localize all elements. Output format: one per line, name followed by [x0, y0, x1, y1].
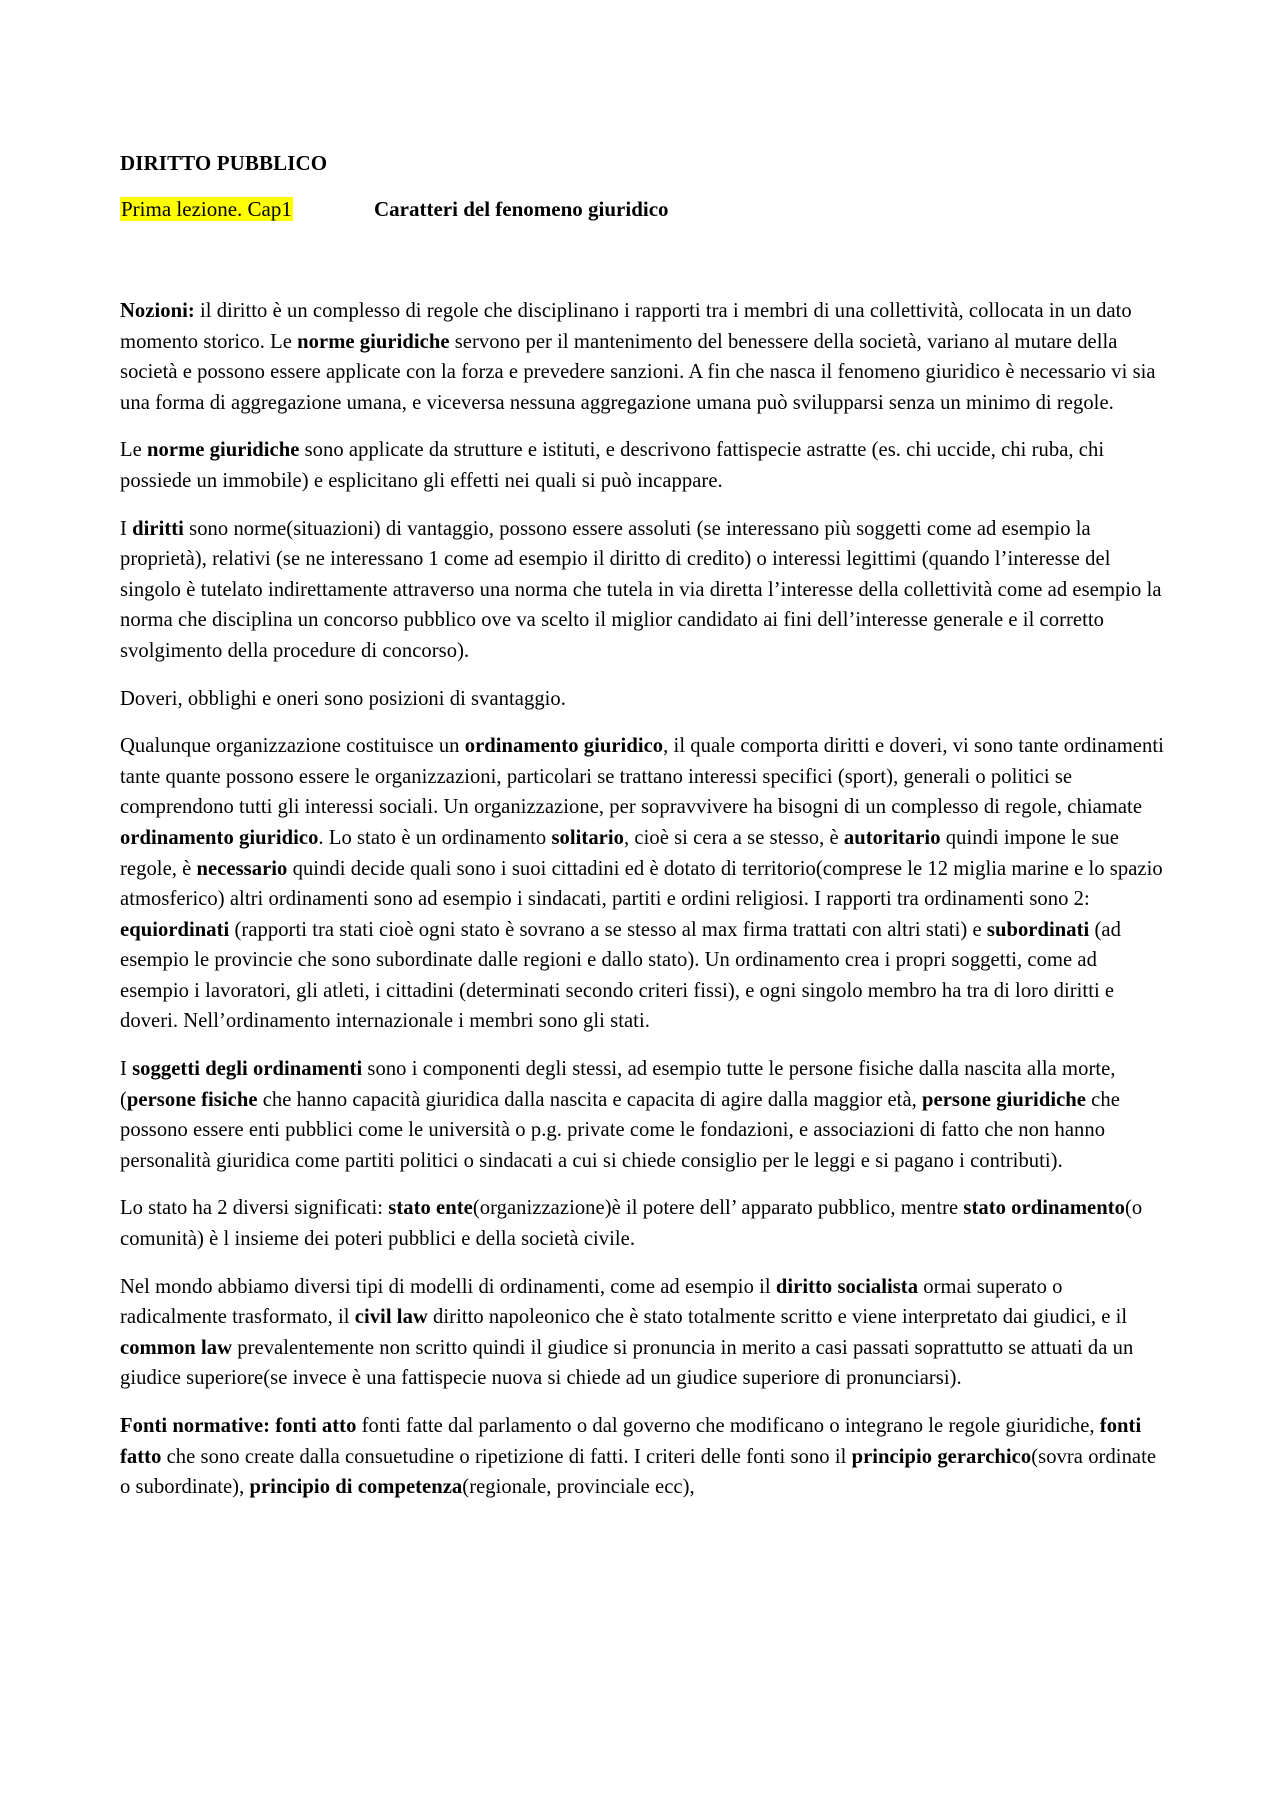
bold-term: common law — [120, 1336, 233, 1359]
paragraph-text: che sono create dalla consuetudine o ripetizione di fatti. I criteri delle fonti sono il — [161, 1445, 852, 1468]
paragraph-text: (sovra ordinate o subordinate), — [120, 1445, 1157, 1499]
paragraph-text: che hanno capacità giuridica dalla nascita e capacita di agire dalla maggior età, — [257, 1088, 923, 1111]
paragraph-text: servono per il mantenimento del benessere della società, variano al mutare della società e possono essere applicate con la forza e prevedere sanzioni. A fin che nasca il fenomeno giuridico è necessario vi sia una forma di aggregazione umana, e viceversa nessuna aggregazione umana può svilupparsi senza un minimo di regole. — [120, 330, 1156, 414]
paragraph-text: che possono essere enti pubblici come le università o p.g. private come le fondazioni, e associazioni di fatto che non hanno personalità giuridica come partiti politici o sindacati a cui si chiede consiglio per le leggi e si pagano i contributi). — [120, 1088, 1120, 1172]
paragraph-text: (regionale, provinciale ecc), — [462, 1476, 695, 1499]
bold-term: Nozioni: — [120, 300, 195, 322]
paragraph — [120, 684, 1170, 715]
paragraph-text: quindi decide quali sono i suoi cittadini ed è dotato di territorio(comprese le 12 miglia marine e lo spazio atmosferico) altri ordinamenti sono ad esempio i sindacati, partiti e ordini religiosi. I rapporti tra ordinamenti sono 2: — [120, 857, 1163, 911]
bold-term: principio di competenza — [249, 1476, 463, 1499]
paragraph-text: (o comunità) è l insieme dei poteri pubblici e della società civile. — [120, 1197, 1143, 1251]
paragraph-text: diritto napoleonico che è stato totalmente scritto e viene interpretato dai giudici, e il — [427, 1306, 1128, 1329]
bold-term: diritto socialista — [775, 1275, 919, 1298]
paragraph — [120, 296, 1170, 418]
lesson-title: Caratteri del fenomeno giuridico — [374, 197, 669, 221]
paragraph-text: quindi impone le sue regole, è — [120, 826, 1119, 880]
lesson-heading — [120, 194, 1170, 224]
bold-term: equiordinati — [120, 918, 230, 941]
paragraph — [120, 1411, 1170, 1503]
lesson-label-highlighted: Prima lezione. Cap1 — [121, 197, 292, 221]
bold-term: subordinati — [986, 918, 1090, 941]
paragraph-text: Nel mondo abbiamo diversi tipi di modelli di ordinamenti, come ad esempio il — [120, 1275, 776, 1298]
paragraph-text: sono applicate da strutture e istituti, e descrivono fattispecie astratte (es. chi uccide, chi ruba, chi possiede un immobile) e esplicitano gli effetti nei quali si può incappare. — [120, 439, 1105, 492]
bold-term: ordinamento giuridico — [120, 826, 319, 849]
paragraph-text: (organizzazione)è il potere dell’ apparato pubblico, mentre — [472, 1197, 964, 1220]
paragraph-text: (ad esempio le provincie che sono subordinate dalle regioni e dallo stato). Un ordinamento crea i propri soggetti, come ad esempio i lavoratori, gli atleti, i cittadini (determinati secondo criteri fissi), e ogni singolo membro ha tra di loro diritti e doveri. Nell’ordinamento internazionale i membri sono gli stati. — [120, 918, 1121, 1033]
paragraph-text: prevalentemente non scritto quindi il giudice si pronuncia in merito a casi passati soprattutto se attuati da un giudice superiore(se invece è una fattispecie nuova si chiede ad un giudice superiore di pronunciarsi). — [120, 1336, 1134, 1390]
paragraph-text: sono i componenti degli stessi, ad esempio tutte le persone fisiche dalla nascita alla morte, ( — [120, 1058, 1116, 1111]
paragraph-text: , cioè si cera a se stesso, è — [623, 826, 844, 849]
paragraph-text: I — [120, 517, 133, 540]
paragraph-text: ormai superato o radicalmente trasformato, il — [120, 1275, 1063, 1329]
bold-term: norme giuridiche — [147, 439, 300, 462]
bold-term: solitario — [551, 826, 624, 849]
bold-term: persone fisiche — [126, 1088, 258, 1111]
paragraph-text: I — [120, 1058, 133, 1081]
bold-term: Fonti normative: fonti atto — [120, 1415, 357, 1437]
paragraph-text: Qualunque organizzazione costituisce un — [120, 735, 465, 758]
paragraph — [120, 1193, 1170, 1254]
bold-term: stato ordinamento — [963, 1197, 1125, 1220]
bold-term: fonti fatto — [120, 1415, 1142, 1468]
paragraph-text: Doveri, obblighi e oneri sono posizioni di svantaggio. — [120, 687, 566, 710]
paragraph-text: (rapporti tra stati cioè ogni stato è sovrano a se stesso al max firma trattati con altri stati) e — [229, 918, 987, 941]
bold-term: norme giuridiche — [297, 330, 450, 353]
paragraph-list — [120, 296, 1170, 1503]
paragraph-text: fonti fatte dal parlamento o dal governo che modificano o integrano le regole giuridiche, — [356, 1415, 1100, 1437]
paragraph-text: il diritto è un complesso di regole che disciplinano i rapporti tra i membri di una collettività, collocata in un dato momento storico. Le — [120, 300, 1132, 353]
paragraph — [120, 435, 1170, 496]
bold-term: ordinamento giuridico — [464, 735, 664, 758]
paragraph — [120, 514, 1170, 667]
document-title: DIRITTO PUBBLICO — [120, 151, 328, 175]
paragraph — [120, 731, 1170, 1037]
bold-term: civil law — [354, 1306, 428, 1329]
bold-term: soggetti degli ordinamenti — [132, 1058, 363, 1081]
paragraph-text: Lo stato ha 2 diversi significati: — [120, 1197, 389, 1220]
bold-term: principio gerarchico — [851, 1445, 1032, 1468]
paragraph — [120, 1272, 1170, 1394]
paragraph — [120, 1054, 1170, 1176]
bold-term: necessario — [196, 857, 288, 880]
paragraph-text: , il quale comporta diritti e doveri, vi sono tante ordinamenti tante quante possono essere le organizzazioni, particolari se trattano interessi specifici (sport), generali o politici se comprendono tutti gli interessi sociali. Un organizzazione, per sopravvivere ha bisogni di un complesso di regole, chiamate — [120, 735, 1164, 819]
bold-term: persone giuridiche — [922, 1088, 1086, 1111]
document-body — [120, 148, 1170, 1520]
bold-term: stato ente — [388, 1197, 473, 1220]
paragraph-text: . Lo stato è un ordinamento — [318, 826, 552, 849]
paragraph-text: Le — [120, 439, 148, 462]
bold-term: autoritario — [843, 826, 941, 849]
paragraph-text: sono norme(situazioni) di vantaggio, possono essere assoluti (se interessano più soggetti come ad esempio la proprietà), relativi (se ne interessano 1 come ad esempio il diritto di credito) o interessi legittimi (quando l’interesse del singolo è tutelato indirettamente attraverso una norma che tutela in via diretta l’interesse della collettività come ad esempio la norma che disciplina un concorso pubblico ove va scelto il miglior candidato ai fini dell’interesse generale e il corretto svolgimento della procedure di concorso). — [120, 517, 1162, 662]
bold-term: diritti — [132, 517, 184, 540]
